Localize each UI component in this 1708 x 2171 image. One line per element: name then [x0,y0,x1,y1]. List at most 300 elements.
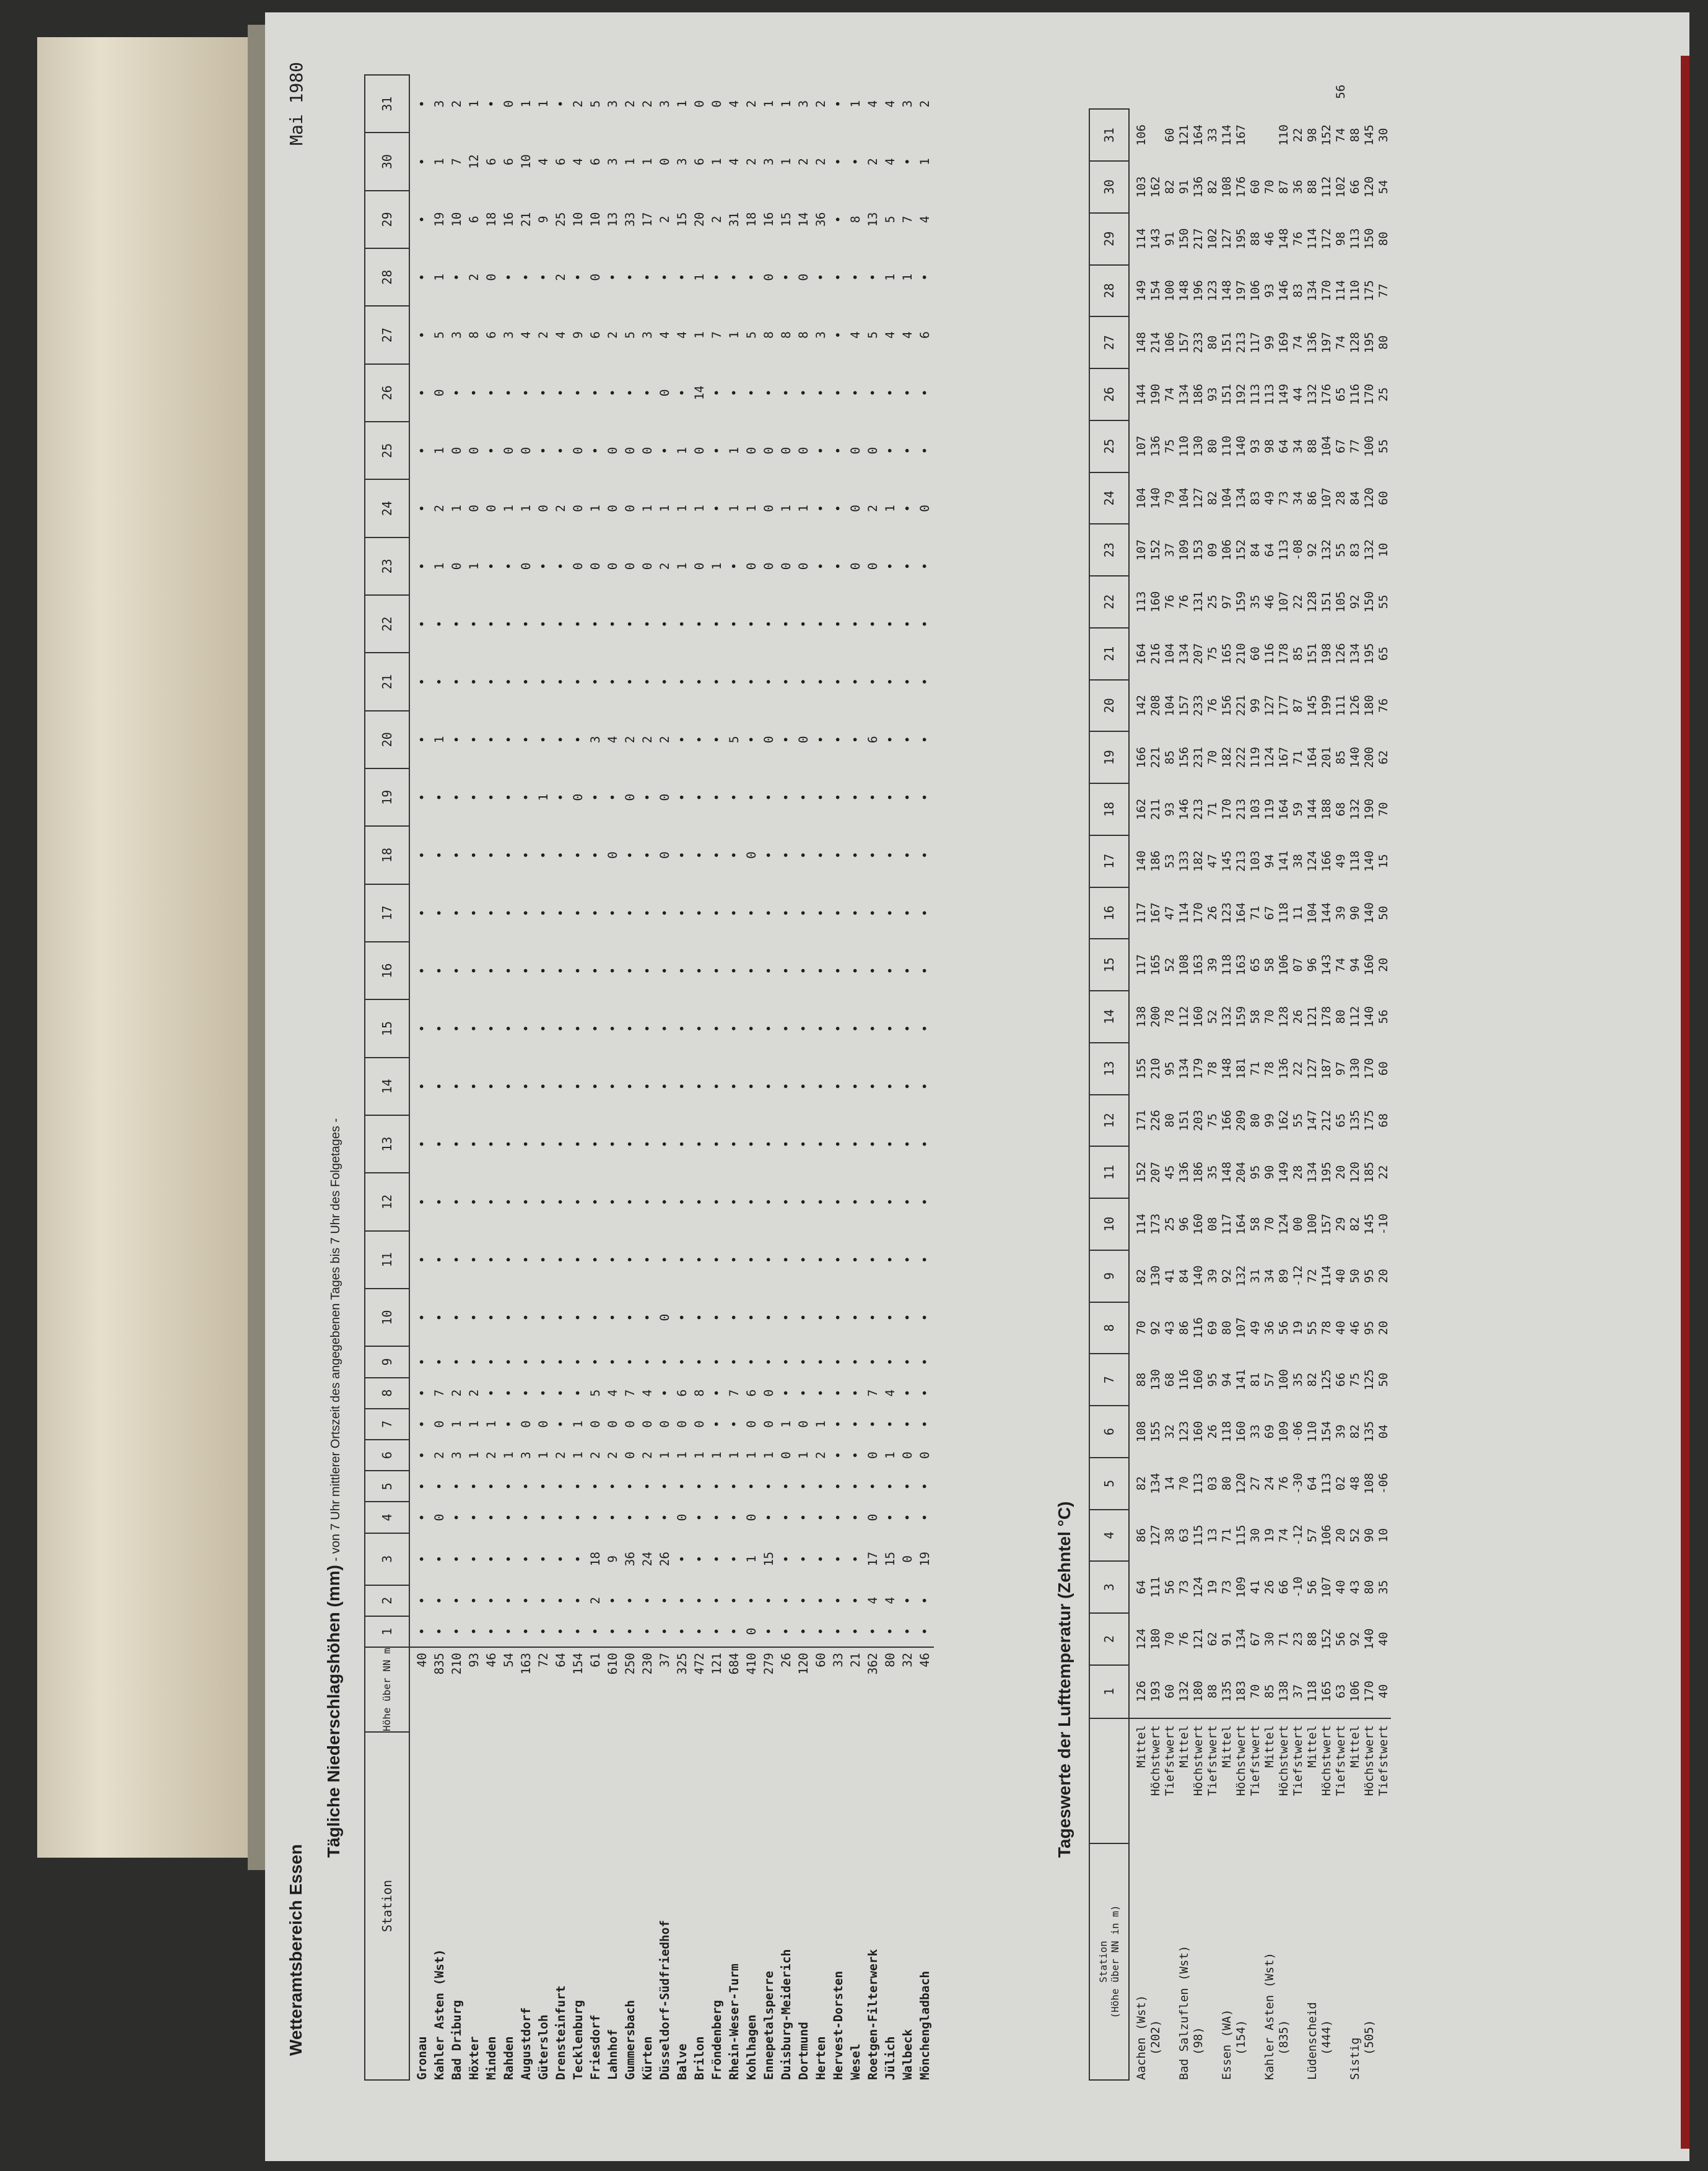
temperature-table [1089,74,1391,2081]
precip-value: • [848,389,863,397]
precip-value: • [432,793,447,801]
precip-value: • [710,505,724,512]
precip-value: 15 [779,212,793,227]
precip-value: • [606,1596,620,1604]
temp-value: 114 [1177,902,1191,924]
temp-station [1305,1843,1348,2080]
temp-value: 133 [1177,850,1191,872]
station-elevation: 33 [830,1647,847,1732]
temp-value: 170 [1220,798,1234,820]
temp-value: 231 [1192,747,1205,768]
precip-value: • [536,1313,551,1321]
temp-station-elevation: (444) [1320,2019,1333,2055]
precip-value: • [432,967,447,975]
precip-value: • [415,1256,429,1264]
precip-value: 2 [467,1389,481,1397]
temp-value: 117 [1220,1213,1234,1235]
precip-value: • [519,1555,533,1563]
temp-value: 141 [1234,1369,1248,1391]
precip-value: • [467,389,481,397]
precip-value: • [570,1616,587,1647]
temp-col-day: 7 [1089,1354,1129,1406]
precip-value: • [554,1421,568,1428]
temp-value: 107 [1277,591,1291,613]
precip-value: • [554,1389,568,1397]
precip-value: • [830,1616,847,1647]
temp-value: 60 [1163,128,1177,142]
temp-value: 185 [1362,1162,1376,1183]
precip-value: • [415,446,429,455]
precip-value: • [554,100,568,108]
office-name: Wetteramtsbereich Essen [286,1844,305,2056]
precip-value: • [484,851,499,859]
temp-value: 100 [1163,280,1177,302]
temp-value: 88 [1305,1632,1319,1647]
precip-value: • [900,1513,915,1521]
precip-value: • [744,678,759,685]
temp-value: 08 [1206,1217,1219,1232]
precip-value: 0 [744,1513,759,1521]
temp-value: 34 [1263,1269,1276,1284]
temp-value: 180 [1192,1681,1205,1702]
temp-value: 83 [1348,542,1362,557]
precip-value: 8 [848,215,863,224]
precip-value: 1 [779,158,793,165]
temp-value: 55 [1334,542,1348,557]
precip-value: • [883,1025,897,1032]
precip-value: • [606,678,620,685]
precip-value: 0 [536,1421,551,1428]
station-elevation: 93 [466,1647,483,1732]
precip-value: • [692,620,707,628]
book-page-edges [37,37,248,1858]
temp-value: 106 [1348,1681,1362,1702]
precip-value: • [814,1513,828,1521]
precip-value: • [814,736,828,744]
precip-value: • [606,1082,620,1090]
precip-value: • [848,967,863,975]
precip-value: 2 [744,158,759,165]
precip-value: • [571,1025,585,1032]
temp-value: 52 [1163,957,1177,972]
temp-value: 85 [1163,750,1177,765]
precip-row [552,75,570,2080]
precip-value: • [814,851,828,859]
temp-value: 103 [1248,798,1262,820]
precip-value: 9 [606,1555,620,1563]
temp-value: 173 [1149,1213,1162,1235]
temp-value: 180 [1362,695,1376,716]
precip-value: 1 [918,158,932,165]
temp-value: 88 [1305,180,1319,194]
precip-value: 0 [796,273,811,281]
temp-value: 55 [1291,1113,1305,1128]
temp-value: 80 [1220,1476,1234,1491]
precip-value: • [744,1482,759,1490]
temp-value: 82 [1135,1476,1148,1491]
temp-value: 66 [1334,1372,1348,1387]
precip-value: 4 [519,331,533,339]
precip-value: • [554,793,568,801]
precip-value: 5 [866,331,880,339]
temp-value: 75 [1206,646,1219,661]
precip-value: • [779,909,793,917]
temp-value: 167 [1149,902,1162,924]
temp-value: 93 [1206,387,1219,402]
precip-value: • [796,967,811,975]
temp-value: 134 [1149,1473,1162,1494]
precip-value: 1 [658,505,672,512]
precip-value: • [814,389,828,397]
temp-value: 115 [1234,1525,1248,1546]
precip-value: • [866,909,880,917]
precip-value: • [484,1513,499,1521]
precip-value: 18 [588,1551,603,1567]
temp-value: 197 [1234,280,1248,302]
precip-value: • [848,1313,863,1321]
temp-col-day: 2 [1089,1613,1129,1665]
temp-value: 33 [1206,128,1219,142]
temp-value: 113 [1248,383,1262,406]
precip-value: • [554,1596,568,1604]
temp-station-name: Kahler Asten (Wst) [1263,1952,1276,2080]
temp-value: 76 [1206,698,1219,713]
temp-value: -12 [1291,1265,1305,1287]
precip-title-main: Tägliche Niederschlagshöhen (mm) [324,1565,343,1858]
temp-value: 120 [1348,1162,1362,1183]
precip-col-day: 23 [365,537,409,595]
temp-value: 157 [1177,695,1191,716]
temp-value: 143 [1320,954,1333,976]
precip-value: 0 [796,1421,811,1428]
temp-value: 164 [1135,643,1148,664]
temp-value: 40 [1334,1580,1348,1595]
temp-value: 195 [1362,643,1376,664]
temp-value: 57 [1305,1528,1319,1542]
temp-value: 87 [1277,180,1291,194]
precip-col-day: 9 [365,1346,409,1377]
temp-value: 221 [1149,747,1162,768]
temp-value: 124 [1263,747,1276,768]
precip-value: • [519,1313,533,1321]
temp-value: 22 [1291,128,1305,142]
precip-value: 3 [606,158,620,165]
precip-value: 4 [571,158,585,165]
precip-value: 6 [484,331,499,339]
precip-col-day: 17 [365,884,409,942]
temp-value: 108 [1177,954,1191,976]
precip-value: 0 [588,273,603,281]
temp-value: 134 [1177,643,1191,664]
temp-value: 73 [1220,1580,1234,1595]
temp-value: 126 [1334,643,1348,664]
precip-value: • [710,678,724,685]
precip-value: • [710,1025,724,1032]
precip-value: 3 [606,100,620,108]
precip-value: • [866,1140,880,1148]
temp-value: 153 [1192,539,1205,561]
precip-value: • [883,793,897,801]
precip-value: 0 [623,1451,637,1459]
temp-value: 221 [1234,695,1248,716]
precip-value: • [571,1198,585,1206]
precip-value: 2 [814,158,828,165]
precip-value: 4 [658,331,672,339]
temp-station-name: Bad Salzuflen (Wst) [1177,1945,1191,2080]
precip-value: • [727,678,741,685]
precip-value: 2 [554,1451,568,1459]
precip-value: • [796,1596,811,1604]
precip-value: • [918,1313,932,1321]
station-name: Kürten [640,2036,655,2080]
precip-value: • [502,1421,516,1428]
precip-value: 15 [883,1551,897,1567]
precip-value: • [744,1256,759,1264]
temp-value: 103 [1135,176,1148,198]
precip-col-day: 2 [365,1585,409,1616]
temp-value: 118 [1305,1681,1319,1702]
temp-value: 90 [1263,1165,1276,1180]
temp-value: 107 [1135,435,1148,457]
temp-value: 170 [1362,1681,1376,1702]
precip-title-note: - von 7 Uhr mittlerer Ortszeit des angegebenen Tages bis 7 Uhr des Folgetages - [329,1118,342,1565]
precip-value: • [623,1198,637,1206]
temp-value: 152 [1320,1628,1333,1650]
precip-value: 0 [692,446,707,455]
temp-value: 143 [1149,228,1162,250]
station-name: Rahden [502,2036,516,2080]
temp-value: 176 [1234,176,1248,198]
precip-value: • [536,909,551,917]
precip-value: • [484,562,499,570]
precip-value: • [571,620,585,628]
station-name: Dortmund [796,2022,811,2080]
temp-value: 170 [1362,1058,1376,1079]
temp-value: 186 [1149,850,1162,872]
precip-value: • [866,1421,880,1428]
temp-value: 56 [1334,1632,1348,1647]
temp-value: 132 [1320,539,1333,561]
precip-value: • [502,793,516,801]
precip-value: • [692,736,707,744]
temp-value: 178 [1277,643,1291,664]
precip-value: • [467,1140,481,1148]
precip-value: • [710,1082,724,1090]
precip-value: • [692,1082,707,1090]
precip-value: • [762,1025,776,1032]
temp-value: 23 [1291,1632,1305,1647]
temp-value: 130 [1348,1058,1362,1079]
precip-value: • [831,1082,845,1090]
precip-value: • [432,1555,447,1563]
precip-value: • [658,1389,672,1397]
precip-value: • [779,273,793,281]
temp-row [1192,74,1206,2080]
precip-value: • [519,1025,533,1032]
precip-value: • [900,1358,915,1366]
temp-value: 20 [1334,1165,1348,1180]
temp-value: 19 [1263,1528,1276,1542]
precip-value: • [484,1482,499,1490]
temp-value: 82 [1163,180,1177,194]
precip-value: • [571,736,585,744]
temp-value: 124 [1305,850,1319,872]
precip-value: • [900,1025,915,1032]
precip-value: • [779,1482,793,1490]
temp-row [1377,74,1391,2080]
temp-value: 132 [1305,383,1319,406]
precip-value: • [467,620,481,628]
precip-value: 1 [536,100,551,108]
temp-value: 154 [1149,280,1162,302]
precip-value: • [519,1482,533,1490]
precip-value: • [866,273,880,281]
precip-value: • [484,1256,499,1264]
precip-value: • [571,1313,585,1321]
precip-value: • [710,1198,724,1206]
precip-value: • [606,1513,620,1521]
temp-value: 79 [1163,490,1177,505]
precip-value: 0 [519,446,533,455]
precip-value: • [692,851,707,859]
precip-row [622,75,639,2080]
temp-value: 99 [1263,1113,1276,1128]
temp-value: 159 [1234,591,1248,613]
temp-col-day: 6 [1089,1406,1129,1458]
precip-value: 8 [692,1389,707,1397]
precip-value: • [415,100,429,108]
precip-value: • [744,1358,759,1366]
station-name: Gütersloh [536,2014,551,2080]
precip-value: • [866,851,880,859]
precip-value: • [848,1198,863,1206]
precip-value: • [779,389,793,397]
precip-value: • [744,1140,759,1148]
temp-value: 74 [1277,1528,1291,1542]
precip-value: 2 [588,1451,603,1459]
temp-value: 200 [1149,1006,1162,1028]
precip-value: • [623,273,637,281]
precip-value: 2 [606,331,620,339]
temp-value: 154 [1320,1421,1333,1443]
temp-station [1263,1843,1305,2080]
precip-value: • [415,736,429,744]
precip-col-station: Station [365,1732,409,2080]
precip-value: 0 [432,1513,447,1521]
precip-value: • [727,967,741,975]
temp-row [1348,74,1362,2080]
precip-value: 1 [710,1451,724,1459]
precip-value: 0 [796,562,811,570]
precip-value: 10 [571,212,585,227]
precip-value: • [571,1389,585,1397]
precip-value: • [588,1025,603,1032]
precip-value: 0 [588,562,603,570]
precip-value: 0 [866,446,880,455]
temp-value: 49 [1263,490,1276,505]
temp-value: 92 [1220,1269,1234,1284]
station-name: Walbeck [900,2029,915,2080]
precip-value: 2 [606,1451,620,1459]
temp-value: 56 [1305,1580,1319,1595]
precip-value: • [883,1313,897,1321]
precip-value: 1 [744,1555,759,1563]
temp-value: 39 [1206,957,1219,972]
precip-value: • [814,1082,828,1090]
temp-value: 43 [1163,1320,1177,1335]
temp-value: -10 [1377,1213,1390,1235]
precip-row [691,75,708,2080]
temp-value: 67 [1334,439,1348,454]
precip-value: • [484,678,499,685]
temp-value: 97 [1334,1061,1348,1076]
temp-value: 116 [1192,1317,1205,1339]
temp-value: -10 [1291,1577,1305,1598]
temp-value: 112 [1320,176,1333,198]
temp-value: 50 [1377,905,1390,920]
precip-value: 0 [710,100,724,108]
precip-value: • [536,1555,551,1563]
precip-value: • [415,331,429,339]
temp-value: 217 [1192,228,1205,250]
precip-value: 19 [918,1551,932,1567]
precip-value: • [814,1389,828,1397]
precip-value: • [519,1596,533,1604]
precip-value: • [450,909,464,917]
temp-value: 134 [1234,487,1248,509]
temp-value: 88 [1248,232,1262,246]
precip-value: 16 [502,212,516,227]
precip-value: • [779,1555,793,1563]
temp-value: 109 [1177,539,1191,561]
precip-value: • [484,1389,499,1397]
temp-value: 93 [1263,283,1276,298]
temp-value: 117 [1135,902,1148,924]
temp-value: 77 [1348,439,1362,454]
temp-value: 57 [1263,1372,1276,1387]
precip-value: 8 [762,331,776,339]
precip-value: • [640,1198,655,1206]
temp-value: 100 [1362,435,1376,457]
precip-value: • [536,678,551,685]
temp-value: 125 [1320,1369,1333,1391]
precip-col-day: 16 [365,942,409,999]
station-name: Minden [484,2036,499,2080]
precip-value: 1 [727,505,741,512]
temp-value: 136 [1305,332,1319,354]
temp-value: 88 [1206,1684,1219,1699]
precip-value: • [727,1313,741,1321]
precip-value: • [848,736,863,744]
temp-value: 78 [1263,1061,1276,1076]
precip-value: 0 [571,562,585,570]
temp-value: 160 [1234,1421,1248,1443]
precip-value: • [467,736,481,744]
temp-value: 160 [1362,954,1376,976]
precip-value: 0 [606,562,620,570]
temp-value: 104 [1163,643,1177,664]
precip-value: • [814,562,828,570]
precip-value: • [658,1596,672,1604]
precip-value: 1 [467,1421,481,1428]
precip-value: • [588,1358,603,1366]
temp-station-elevation: (202) [1149,2019,1162,2055]
precip-value: • [744,620,759,628]
temp-value: 114 [1334,280,1348,302]
temp-col-day: 13 [1089,1043,1129,1095]
precip-value: 2 [554,505,568,512]
temp-value: 87 [1291,698,1305,713]
